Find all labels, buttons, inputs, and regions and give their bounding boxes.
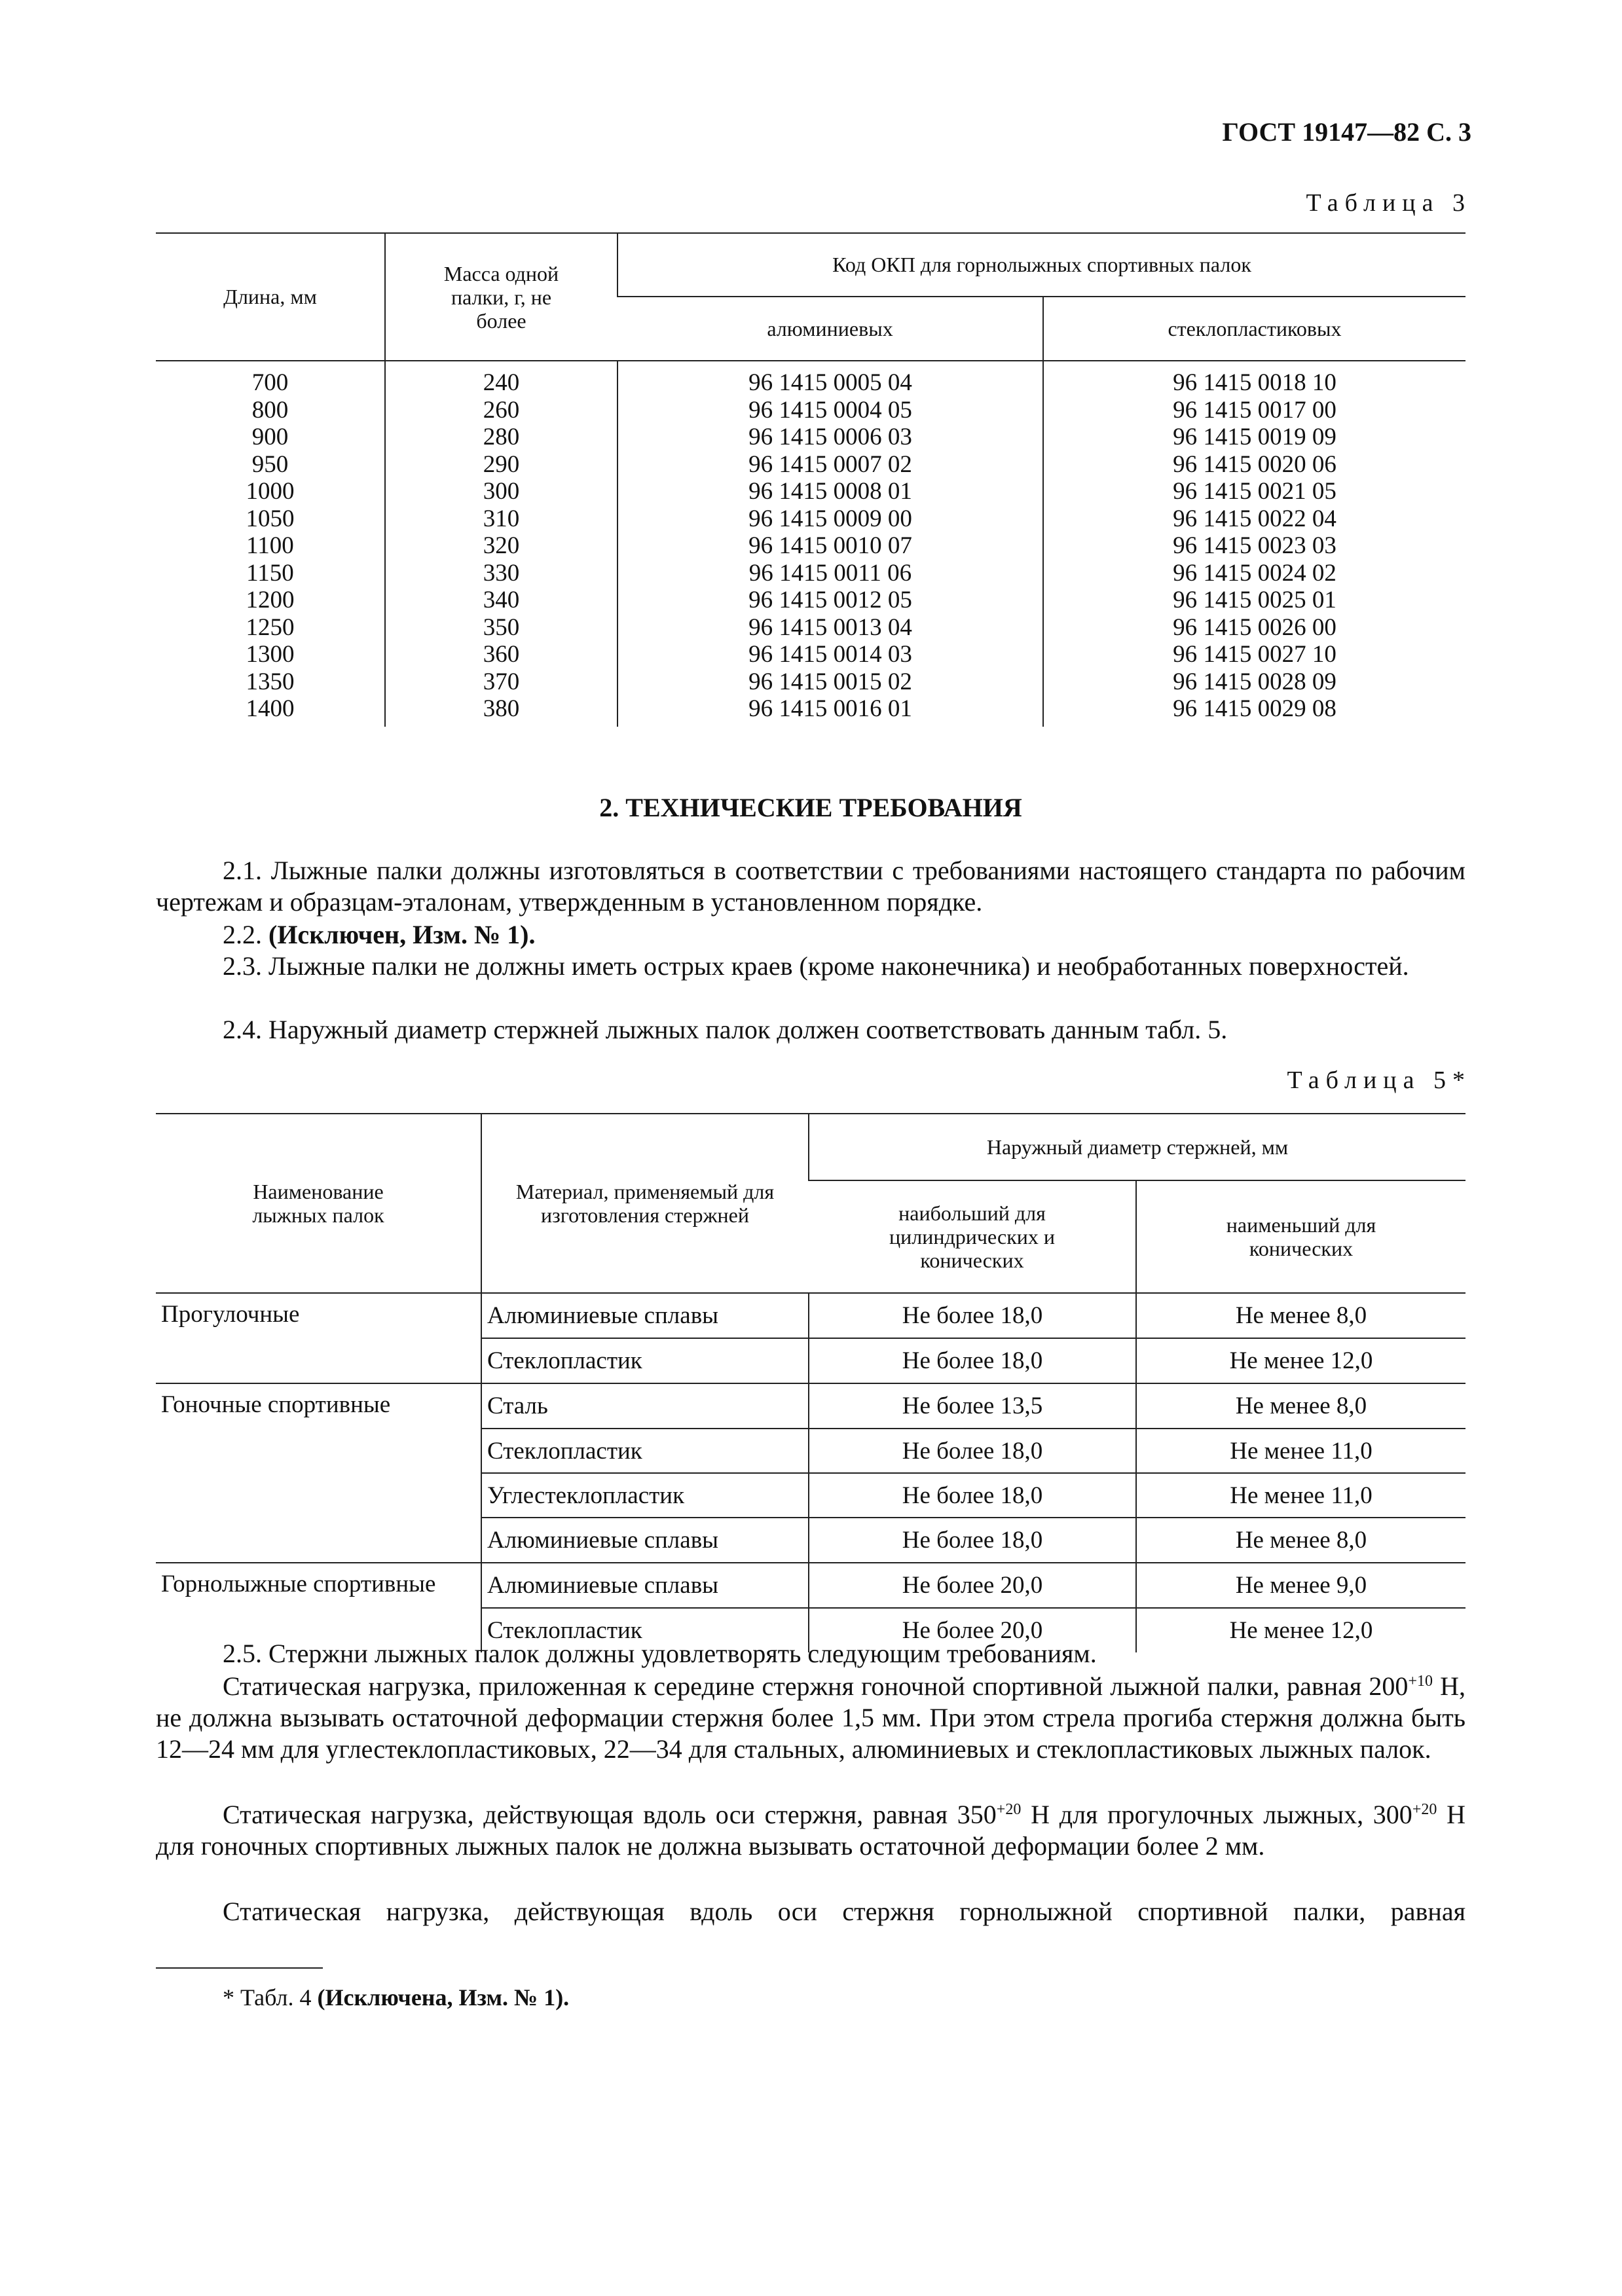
table3-cell-glass: 96 1415 0017 00: [1043, 397, 1465, 424]
table3-cell-mass: 280: [385, 424, 617, 451]
table5-header-material-text: Материал, применяемый для изготовления стержней: [515, 1180, 775, 1227]
table3-row: [156, 361, 1465, 397]
table3-cell-alu: 96 1415 0010 07: [617, 532, 1043, 560]
table5-cell-min: Не менее 8,0: [1136, 1293, 1465, 1338]
footnote-rule: [156, 1967, 323, 1969]
section-title: 2. ТЕХНИЧЕСКИЕ ТРЕБОВАНИЯ: [599, 793, 1022, 822]
p25b-sup-2: +20: [1412, 1801, 1437, 1818]
table5-row: [156, 1518, 1465, 1563]
table5-cell-name: Гоночные спортивные: [156, 1383, 481, 1429]
table3-cell-alu: 96 1415 0015 02: [617, 668, 1043, 696]
paragraph-2-2-bold: (Исключен, Изм. № 1).: [268, 920, 536, 949]
table3-cell-length: 1250: [246, 613, 295, 641]
table3-cell-glass: 96 1415 0023 03: [1043, 532, 1465, 560]
p25b-text-2: Н для прогулочных лыжных, 300: [1021, 1800, 1412, 1829]
table3-cell-alu: 96 1415 0007 02: [617, 451, 1043, 479]
table3-cell-glass: 96 1415 0019 09: [1043, 424, 1465, 451]
table3-cell-length: 1400: [246, 695, 295, 722]
table3-cell-glass: 96 1415 0022 04: [1043, 505, 1465, 533]
table5-cell-max: Не более 18,0: [809, 1473, 1136, 1518]
table5-header-min-text: наименьший для конических: [1226, 1213, 1376, 1260]
table5-row: [156, 1383, 1465, 1429]
footnote-prefix: * Табл. 4: [223, 1984, 318, 2011]
table3-header-glass: стеклопластиковых: [1043, 297, 1465, 361]
paragraph-2-1: 2.1. Лыжные палки должны изготовляться в соответствии с требованиями настоящего стандарта по рабочим чертежам и образцам-эталонам, утвержденным в установленном порядке.: [156, 856, 1465, 917]
table3-cell-glass: 96 1415 0020 06: [1043, 451, 1465, 479]
table3-cell-glass: 96 1415 0028 09: [1043, 668, 1465, 696]
table5-row: [156, 1473, 1465, 1518]
table3-cell-mass: 260: [385, 397, 617, 424]
table5-row: [156, 1563, 1465, 1608]
table3-cell-mass: 330: [385, 560, 617, 587]
table5-cell-max: Не более 20,0: [809, 1563, 1136, 1608]
table3-row: [156, 397, 1465, 424]
table3-row: [156, 424, 1465, 451]
table5-cell-min: Не менее 9,0: [1136, 1563, 1465, 1608]
p25b-text-3: Н для гоночных спортивных лыжных палок не должна вызывать остаточной деформации более 2 мм.: [156, 1800, 1465, 1861]
table3-cell-length: 1200: [246, 587, 295, 613]
table3-row: [156, 532, 1465, 560]
table5-cell-name: [156, 1473, 481, 1518]
table3-cell-alu: 96 1415 0014 03: [617, 641, 1043, 668]
table5-cell-max: Не более 18,0: [809, 1429, 1136, 1473]
table5-cell-name: [156, 1518, 481, 1563]
paragraph-2-4: 2.4. Наружный диаметр стержней лыжных палок должен соответствовать данным табл. 5.: [223, 1015, 1228, 1044]
table5-caption: Таблица 5*: [1287, 1066, 1471, 1094]
table3-cell-mass: 290: [385, 451, 617, 479]
table5-cell-material: Алюминиевые сплавы: [481, 1518, 809, 1563]
table3-cell-length: 1050: [246, 505, 295, 532]
table3: [156, 232, 1465, 727]
table3-row: [156, 668, 1465, 696]
table3-body: [156, 361, 1465, 727]
table5-header-name-text: Наименование лыжных палок: [252, 1180, 384, 1227]
table3-row: [156, 641, 1465, 668]
table3-cell-mass: 380: [385, 695, 617, 727]
table5-cell-min: Не менее 8,0: [1136, 1518, 1465, 1563]
table3-cell-alu: 96 1415 0011 06: [617, 560, 1043, 587]
table5-cell-min: Не менее 11,0: [1136, 1429, 1465, 1473]
table5-cell-max: Не более 13,5: [809, 1383, 1136, 1429]
table3-header-mass: [385, 233, 617, 361]
table3-cell-alu: 96 1415 0016 01: [617, 695, 1043, 727]
table3-cell-glass: 96 1415 0026 00: [1043, 614, 1465, 642]
table5-header-material: [481, 1114, 809, 1293]
p25a-text-1: Статическая нагрузка, приложенная к середине стержня гоночной спортивной лыжной палки, равная 200: [223, 1671, 1409, 1701]
table5-header-max: [809, 1180, 1136, 1293]
table3-cell-glass: 96 1415 0025 01: [1043, 587, 1465, 614]
table5-header-max-text: наибольший для цилиндрических и конических: [889, 1201, 1055, 1272]
table5-cell-max: Не более 18,0: [809, 1293, 1136, 1338]
table3-row: [156, 478, 1465, 505]
table5-cell-name: Горнолыжные спортивные: [156, 1563, 481, 1608]
table3-cell-glass: 96 1415 0027 10: [1043, 641, 1465, 668]
table3-cell-mass: 350: [385, 614, 617, 642]
table5-header-min: [1136, 1180, 1465, 1293]
table3-cell-length: 950: [251, 450, 289, 478]
table3-caption: Таблица 3: [1306, 189, 1471, 217]
table3-cell-alu: 96 1415 0006 03: [617, 424, 1043, 451]
paragraph-2-5-load-3: Статическая нагрузка, действующая вдоль оси стержня горнолыжной спортивной палки, равная: [223, 1897, 1465, 1926]
p25b-text-1: Статическая нагрузка, действующая вдоль оси стержня, равная 350: [223, 1800, 997, 1829]
table5-row: [156, 1338, 1465, 1383]
table3-cell-length: 900: [251, 424, 289, 450]
table3-cell-mass: 300: [385, 478, 617, 505]
table5-cell-min: Не менее 12,0: [1136, 1608, 1465, 1652]
table3-row: [156, 614, 1465, 642]
table3-cell-alu: 96 1415 0009 00: [617, 505, 1043, 533]
table3-cell-alu: 96 1415 0013 04: [617, 614, 1043, 642]
table3-cell-alu: 96 1415 0004 05: [617, 397, 1043, 424]
footnote-bold: (Исключена, Изм. № 1).: [317, 1984, 570, 2011]
table3-cell-length: 1350: [246, 668, 295, 695]
table5-cell-min: Не менее 12,0: [1136, 1338, 1465, 1383]
paragraph-2-2: [156, 919, 1465, 951]
table3-cell-mass: 340: [385, 587, 617, 614]
table5-cell-name: [156, 1338, 481, 1383]
paragraph-2-5-load-2: [156, 1799, 1465, 1862]
table3-row: [156, 587, 1465, 614]
paragraph-2-2-prefix: 2.2.: [223, 920, 268, 949]
table5-cell-material: Стеклопластик: [481, 1608, 809, 1652]
table3-header-okp: Код ОКП для горнолыжных спортивных палок: [617, 233, 1465, 297]
table5-row: [156, 1429, 1465, 1473]
table5-cell-material: Алюминиевые сплавы: [481, 1293, 809, 1338]
table5-body: [156, 1293, 1465, 1652]
table3-header-mass-text: Масса одной палки, г, не более: [443, 261, 559, 333]
table3-row: [156, 505, 1465, 533]
paragraph-2-5: 2.5. Стержни лыжных палок должны удовлетворять следующим требованиям.: [223, 1639, 1097, 1668]
page-header: ГОСТ 19147—82 С. 3: [1222, 117, 1471, 147]
table5-header-diameter: Наружный диаметр стержней, мм: [809, 1114, 1465, 1180]
table5-cell-material: Стеклопластик: [481, 1338, 809, 1383]
table3-cell-mass: 320: [385, 532, 617, 560]
table3-cell-mass: 240: [385, 361, 617, 397]
table3-cell-glass: 96 1415 0021 05: [1043, 478, 1465, 505]
table3-cell-glass: 96 1415 0024 02: [1043, 560, 1465, 587]
table5-cell-name: Прогулочные: [156, 1293, 481, 1338]
table3-cell-length: 1000: [246, 478, 295, 505]
footnote: [223, 1984, 569, 2011]
table5-cell-material: Углестеклопластик: [481, 1473, 809, 1518]
table5-cell-name: [156, 1429, 481, 1473]
table3-cell-length: 700: [156, 361, 385, 397]
table3-row: [156, 451, 1465, 479]
table5-cell-material: Сталь: [481, 1383, 809, 1429]
table5-cell-min: Не менее 8,0: [1136, 1383, 1465, 1429]
table3-row: [156, 695, 1465, 727]
table3-cell-glass: 96 1415 0029 08: [1043, 695, 1465, 727]
table3-cell-alu: 96 1415 0005 04: [617, 361, 1043, 397]
table3-cell-mass: 310: [385, 505, 617, 533]
p25a-sup: +10: [1408, 1673, 1433, 1690]
table5-header-name: [156, 1114, 481, 1293]
table5-row: [156, 1293, 1465, 1338]
paragraph-2-3: 2.3. Лыжные палки не должны иметь острых краев (кроме наконечника) и необработанных поверхностей.: [223, 951, 1409, 981]
table5-cell-min: Не менее 11,0: [1136, 1473, 1465, 1518]
table3-cell-glass: 96 1415 0018 10: [1043, 361, 1465, 397]
table3-cell-length: 1300: [246, 641, 295, 668]
table3-cell-length: 800: [251, 396, 289, 424]
paragraph-2-5-load-1: [156, 1671, 1465, 1765]
table3-cell-length: 1150: [246, 559, 294, 587]
table3-cell-mass: 370: [385, 668, 617, 696]
table3-header-alu: алюминиевых: [617, 297, 1043, 361]
table5-cell-material: Алюминиевые сплавы: [481, 1563, 809, 1608]
table5: [156, 1113, 1465, 1652]
table3-header-length: Длина, мм: [156, 233, 385, 361]
table5-cell-max: Не более 18,0: [809, 1518, 1136, 1563]
table3-cell-alu: 96 1415 0008 01: [617, 478, 1043, 505]
table3-cell-alu: 96 1415 0012 05: [617, 587, 1043, 614]
table5-cell-material: Стеклопластик: [481, 1429, 809, 1473]
table3-cell-length: 1100: [246, 532, 294, 559]
p25a-text-2: Н, не должна вызывать остаточной деформации стержня более 1,5 мм. При этом стрела прогиба стержня должна быть 12—24 мм для углестеклопластиковых, 22—34 для стальных, алюминиевых и стеклопластиковых лыжных палок.: [156, 1671, 1465, 1764]
table5-cell-max: Не более 18,0: [809, 1338, 1136, 1383]
table5-cell-max: Не более 20,0: [809, 1608, 1136, 1652]
table3-row: [156, 560, 1465, 587]
p25b-sup-1: +20: [996, 1801, 1022, 1818]
table3-cell-mass: 360: [385, 641, 617, 668]
